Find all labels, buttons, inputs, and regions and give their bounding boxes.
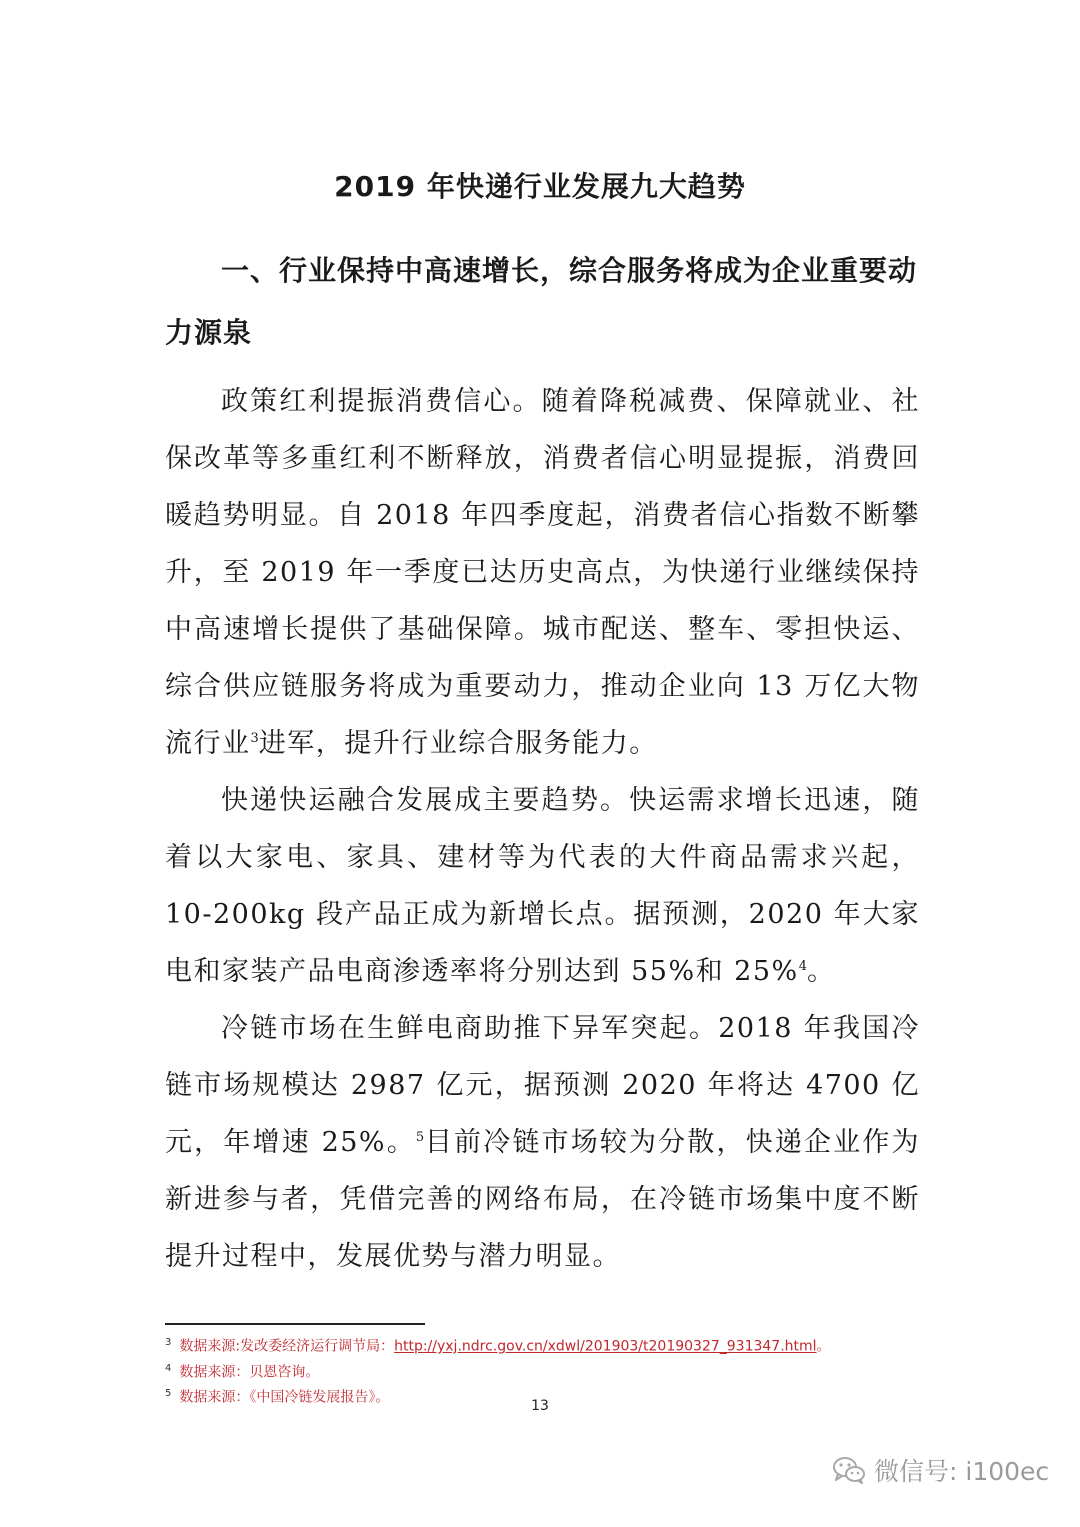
page-number: 13 (531, 1398, 549, 1414)
footnote-tail: 。 (816, 1338, 831, 1355)
paragraph-text: 快递快运融合发展成主要趋势。快运需求增长迅速，随着以大家电、家具、建材等为代表的大件商品需求兴起，10-200kg 段产品正成为新增长点。据预测，2020 年大家电和家装产品电商渗透率将分别达到 55%和 25% (165, 785, 920, 987)
document-title: 2019 年快递行业发展九大趋势 (334, 170, 746, 203)
footnote-3 (165, 1332, 925, 1358)
footnote-4 (165, 1358, 925, 1384)
footnote-text: 数据来源：《中国冷链发展报告》。 (179, 1389, 390, 1406)
paragraph-text: 目前冷链市场较为分散，快递企业作为新进参与者，凭借完善的网络布局，在冷链市场集中度不断提升过程中，发展优势与潜力明显。 (165, 1127, 920, 1272)
footnote-ref: 3 (250, 731, 259, 746)
wechat-watermark (832, 1452, 1049, 1488)
footnote-number: 5 (165, 1388, 172, 1400)
wechat-icon (832, 1455, 866, 1485)
body-text (165, 373, 920, 1285)
section-heading: 一、行业保持中高速增长，综合服务将成为企业重要动力源泉 (165, 254, 918, 349)
footnote-text: 数据来源：贝恩咨询。 (179, 1364, 320, 1381)
paragraph-text: 进军，提升行业综合服务能力。 (258, 728, 658, 759)
paragraph-cold-chain (165, 1000, 920, 1285)
footnote-ref: 4 (798, 959, 807, 974)
footnote-divider (165, 1323, 425, 1325)
footnote-text: 数据来源:发改委经济运行调节局： (179, 1338, 395, 1355)
paragraph-policy (165, 373, 920, 772)
footnote-number: 3 (165, 1337, 172, 1348)
footnote-source-link[interactable]: http://yxj.ndrc.gov.cn/xdwl/201903/t20190327_931347.html (394, 1338, 817, 1355)
watermark-text: 微信号: i100ec (874, 1457, 1050, 1486)
paragraph-text: 冷链市场在生鲜电商助推下异军突起。2018 年我国冷链市场规模达 2987 亿元，据预测 2020 年将达 4700 亿元，年增速 25%。 (165, 1013, 920, 1158)
paragraph-express-freight (165, 772, 920, 1000)
footnote-number: 4 (165, 1362, 172, 1374)
footnote-ref: 5 (415, 1130, 425, 1145)
paragraph-text: 政策红利提振消费信心。随着降税减费、保障就业、社保改革等多重红利不断释放，消费者信心明显提振，消费回暖趋势明显。自 2018 年四季度起，消费者信心指数不断攀升，至 2019 年一季度已达历史高点，为快递行业继续保持中高速增长提供了基础保障。城市配送、整车、零担快运、综合供应链服务将成为重要动力，推动企业向 13 万亿大物流行业 (165, 386, 920, 759)
paragraph-text: 。 (806, 956, 836, 987)
